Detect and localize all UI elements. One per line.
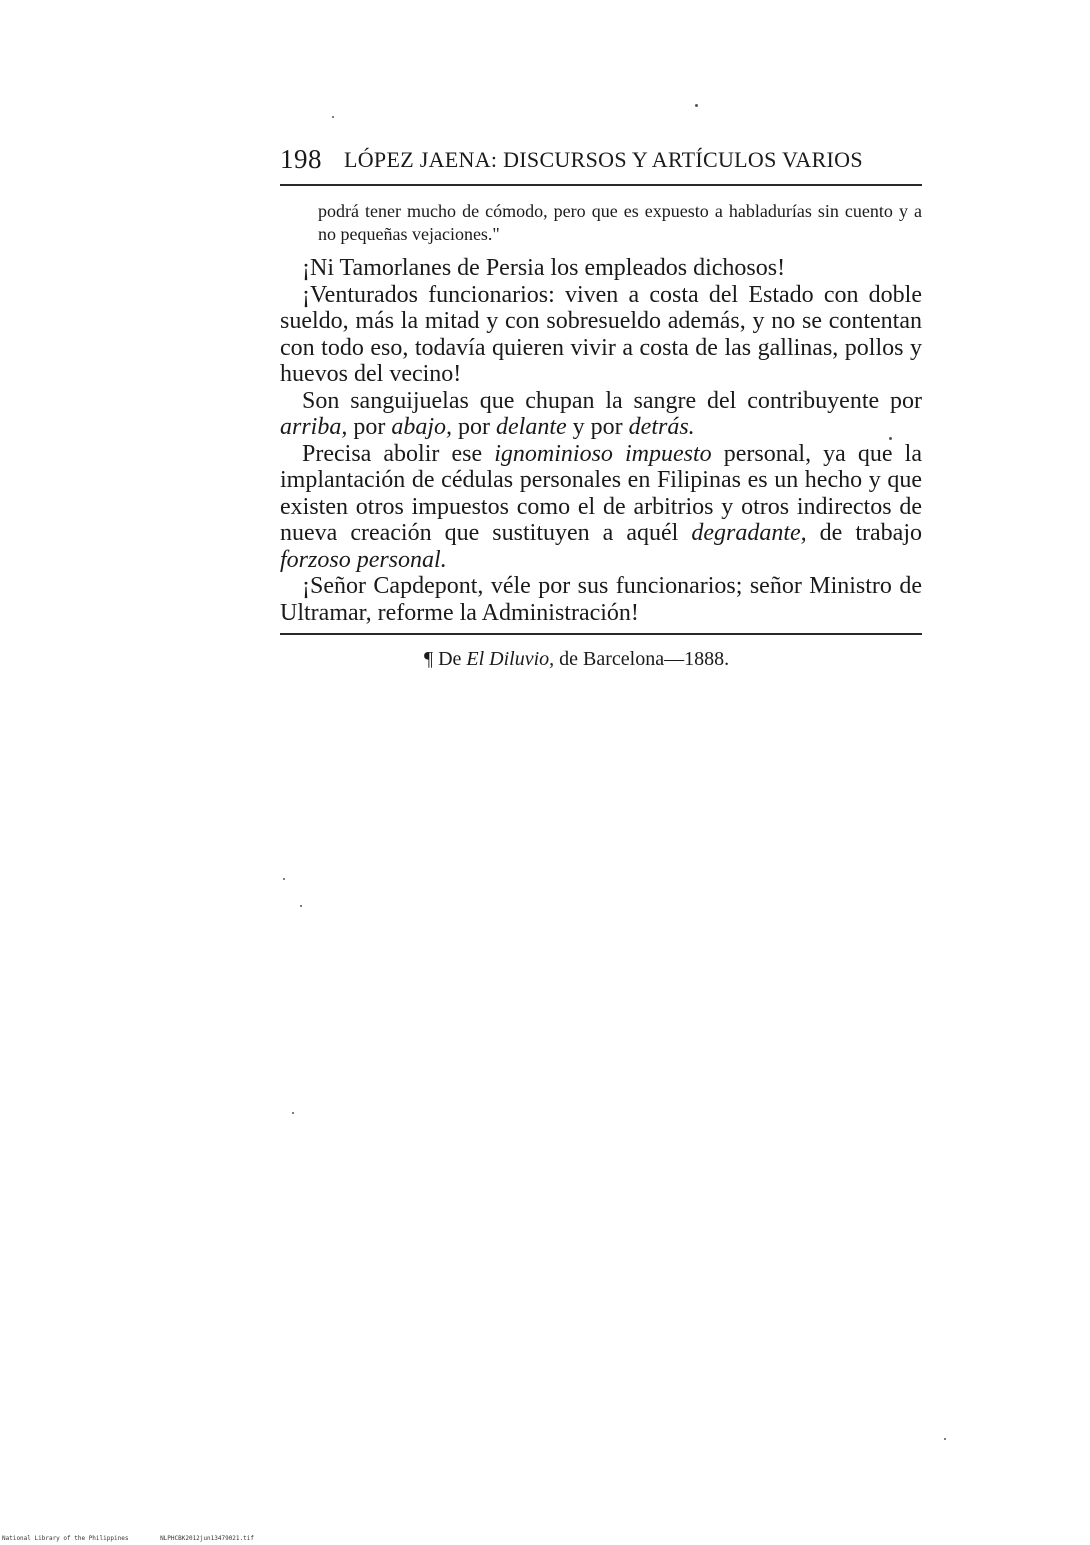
source-suffix: de Barcelona—1888. <box>554 648 730 670</box>
source-prefix: De <box>438 648 467 670</box>
paragraph-3 <box>280 388 922 441</box>
italic-run: forzoso personal. <box>280 546 447 573</box>
paragraph-1: ¡Ni Tamorlanes de Persia los empleados dichosos! <box>302 255 786 281</box>
scan-speck <box>889 437 892 440</box>
italic-run: arriba, <box>280 414 348 440</box>
body-text <box>280 255 922 626</box>
paragraph-4 <box>280 441 922 574</box>
text-run: por <box>347 414 392 440</box>
scan-footer <box>2 1535 282 1542</box>
quote-block: podrá tener mucho de cómodo, pero que es expuesto a habladurías sin cuento y a no pequeñas vejaciones." <box>318 201 922 244</box>
source-publication: El Diluvio, <box>466 648 555 670</box>
running-head: LÓPEZ JAENA: DISCURSOS Y ARTÍCULOS VARIOS <box>344 147 863 172</box>
italic-run: abajo, <box>391 414 453 440</box>
italic-run: detrás. <box>628 414 695 440</box>
italic-run: degradante, <box>691 520 807 546</box>
scan-speck <box>292 1112 294 1114</box>
text-run: por <box>452 414 497 440</box>
scan-speck <box>332 116 334 118</box>
italic-run: delante <box>496 414 567 440</box>
text-run: Son sanguijuelas que chupan la sangre del contribuyente por <box>302 387 922 414</box>
scan-file-id: NLPHCBK2012jun13479021.tif <box>160 1535 254 1542</box>
italic-run: ignominioso impuesto <box>494 440 712 467</box>
library-credit: National Library of the Philippines <box>2 1535 129 1542</box>
source-note <box>424 648 729 671</box>
paragraph-2: ¡Venturados funcionarios: viven a costa del Estado con doble sueldo, más la mitad y con sobresueldo además, y no se contentan con todo eso, todavía quieren vivir a costa de las gallinas, pollos y huevos del vecino! <box>280 281 922 387</box>
text-run: Precisa abolir ese <box>302 440 495 467</box>
text-run: y por <box>566 414 629 440</box>
paragraph-5: ¡Señor Capdepont, véle por sus funcionarios; señor Ministro de Ultramar, reforme la Administración! <box>280 573 922 626</box>
scan-speck <box>300 905 302 907</box>
end-rule <box>280 633 922 635</box>
scan-speck <box>283 878 285 880</box>
scan-speck <box>695 104 698 107</box>
page-header <box>280 140 922 186</box>
text-run: de trabajo <box>806 520 922 546</box>
page-number: 198 <box>280 144 322 174</box>
text-run: personal, ya que la implantación de cédulas personales en Filipinas es un hecho y que existen otros impuestos como el de arbitrios y otros indirectos de nueva creación que sustituyen a aquél <box>280 440 922 546</box>
scan-speck <box>944 1438 946 1440</box>
pilcrow-icon: ¶ <box>424 648 434 670</box>
